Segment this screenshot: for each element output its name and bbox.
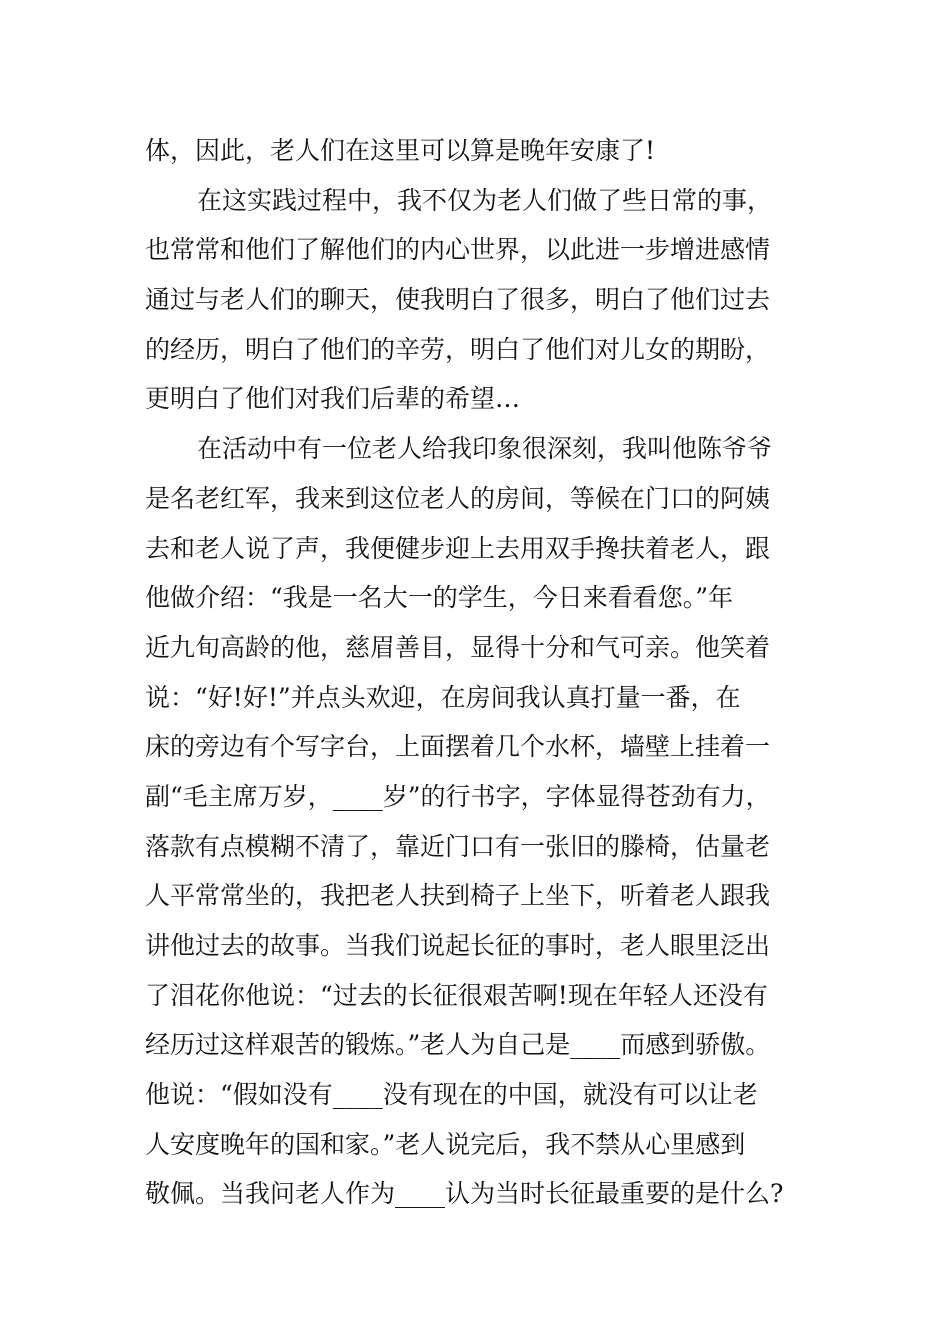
text-line: 落款有点模糊不清了，靠近门口有一张旧的滕椅，估量老 (145, 831, 771, 861)
text-line: 体，因此，老人们在这里可以算是晚年安康了! (145, 136, 656, 165)
text-line: 通过与老人们的聊天，使我明白了很多，明白了他们过去 (145, 285, 771, 315)
text-line: 去和老人说了声，我便健步迎上去用双手搀扶着老人，跟 (145, 533, 771, 563)
text-line: 床的旁边有个写字台，上面摆着几个水杯，墙壁上挂着一 (145, 732, 771, 762)
text-line: 人安度晚年的国和家。”老人说完后，我不禁从心里感到 (145, 1129, 746, 1159)
text-line: 他做介绍：“我是一名大一的学生，今日来看看您。”年 (145, 583, 734, 613)
text-line: 的经历，明白了他们的辛劳，明白了他们对儿女的期盼， (145, 334, 771, 364)
text-line: 讲他过去的故事。当我们说起长征的事时，老人眼里泛出 (145, 931, 771, 960)
text-line: 也常常和他们了解他们的内心世界，以此进一步增进感情 (145, 235, 771, 265)
text-line: 更明白了他们对我们后辈的希望… (145, 384, 521, 414)
paragraph-start-line: 在这实践过程中，我不仅为老人们做了些日常的事， (197, 185, 773, 215)
text-line: 副“毛主席万岁，____岁”的行书字，字体显得苍劲有力， (145, 781, 771, 811)
text-line: 敬佩。当我问老人作为____认为当时长征最重要的是什么? (145, 1179, 784, 1209)
text-line: 经历过这样艰苦的锻炼。”老人为自己是____而感到骄傲。 (145, 1030, 771, 1060)
body-text (145, 126, 835, 1219)
text-line: 近九旬高龄的他，慈眉善目，显得十分和气可亲。他笑着 (145, 632, 771, 662)
text-line: 是名老红军，我来到这位老人的房间，等候在门口的阿姨 (145, 483, 771, 513)
text-line: 人平常常坐的，我把老人扶到椅子上坐下，听着老人跟我 (145, 881, 771, 911)
text-line: 说：“好!好!”并点头欢迎，在房间我认真打量一番，在 (145, 682, 741, 712)
text-line: 了泪花你他说：“过去的长征很艰苦啊!现在年轻人还没有 (145, 980, 768, 1010)
text-line: 他说：“假如没有____没有现在的中国，就没有可以让老 (145, 1080, 758, 1110)
paragraph-start-line: 在活动中有一位老人给我印象很深刻，我叫他陈爷爷 (197, 434, 773, 464)
